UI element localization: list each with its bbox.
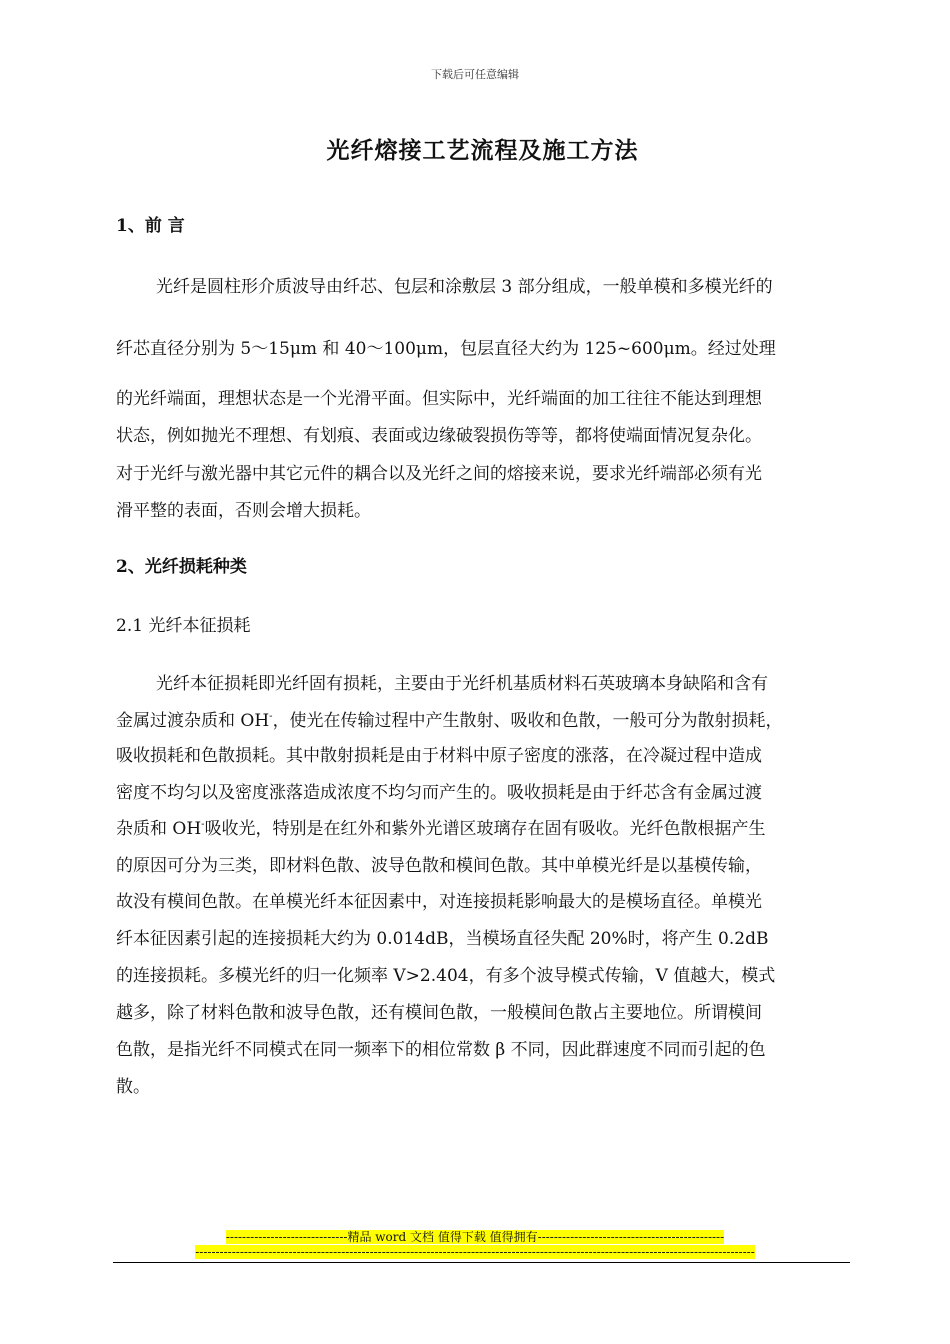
paragraph-line: 故没有模间色散。在单模光纤本征因素中，对连接损耗影响最大的是模场直径。单模光 bbox=[116, 892, 762, 912]
paragraph-line: 状态，例如抛光不理想、有划痕、表面或边缘破裂损伤等等，都将使端面情况复杂化。 bbox=[116, 426, 762, 446]
paragraph-line: 越多，除了材料色散和波导色散，还有模间色散，一般模间色散占主要地位。所谓模间 bbox=[116, 1003, 762, 1023]
superscript: - bbox=[201, 819, 205, 830]
paragraph-line: 纤芯直径分别为 5～15μm 和 40～100μm，包层直径大约为 125~600μm。经过处理 bbox=[116, 339, 776, 359]
paragraph-line: 密度不均匀以及密度涨落造成浓度不均匀而产生的。吸收损耗是由于纤芯含有金属过渡 bbox=[116, 783, 762, 803]
header-note: 下载后可任意编辑 bbox=[431, 68, 519, 81]
footer-banner bbox=[0, 1230, 950, 1244]
paragraph-line: 对于光纤与激光器中其它元件的耦合以及光纤之间的熔接来说，要求光纤端部必须有光 bbox=[116, 464, 762, 484]
footer-banner-text: ------------------------------精品 word 文档 值得下载 值得拥有---------------------------------------------- bbox=[225, 1230, 725, 1244]
line-text: 吸收光，特别是在红外和紫外光谱区玻璃存在固有吸收。光纤色散根据产生 bbox=[204, 819, 766, 839]
paragraph-line: 纤本征因素引起的连接损耗大约为 0.014dB，当模场直径失配 20%时，将产生 0.2dB bbox=[116, 929, 769, 949]
line-text: ，使光在传输过程中产生散射、吸收和色散，一般可分为散射损耗， bbox=[272, 711, 783, 731]
paragraph-line: 光纤本征损耗即光纤固有损耗，主要由于光纤机基质材料石英玻璃本身缺陷和含有 bbox=[156, 674, 768, 694]
paragraph-line: 吸收损耗和色散损耗。其中散射损耗是由于材料中原子密度的涨落，在冷凝过程中造成 bbox=[116, 746, 762, 766]
paragraph-line: 的原因可分为三类，即材料色散、波导色散和模间色散。其中单模光纤是以基模传输， bbox=[116, 856, 762, 876]
footer-banner-dashes: ------------------------------------------------------------------------------------------------------------------------------------------ bbox=[195, 1245, 755, 1259]
paragraph-line bbox=[116, 814, 856, 839]
paragraph-line: 滑平整的表面，否则会增大损耗。 bbox=[116, 501, 371, 521]
line-text: 杂质和 OH bbox=[116, 819, 202, 839]
section-2-heading: 2、光纤损耗种类 bbox=[116, 557, 247, 577]
section-1-heading: 1、前 言 bbox=[116, 216, 185, 236]
paragraph-line bbox=[116, 706, 856, 731]
superscript: - bbox=[269, 711, 273, 722]
line-text: 金属过渡杂质和 OH bbox=[116, 711, 270, 731]
paragraph-line: 色散，是指光纤不同模式在同一频率下的相位常数 β 不同，因此群速度不同而引起的色 bbox=[116, 1040, 766, 1060]
footer-banner-rule bbox=[0, 1245, 950, 1259]
paragraph-line: 光纤是圆柱形介质波导由纤芯、包层和涂敷层 3 部分组成，一般单模和多模光纤的 bbox=[156, 277, 773, 297]
document-title: 光纤熔接工艺流程及施工方法 bbox=[326, 137, 639, 164]
paragraph-line: 的连接损耗。多模光纤的归一化频率 V>2.404，有多个波导模式传输，V 值越大，模式 bbox=[116, 966, 776, 986]
footer-divider bbox=[113, 1262, 850, 1263]
paragraph-line: 的光纤端面，理想状态是一个光滑平面。但实际中，光纤端面的加工往往不能达到理想 bbox=[116, 389, 762, 409]
paragraph-line: 散。 bbox=[116, 1077, 150, 1097]
subsection-2-1-heading: 2.1 光纤本征损耗 bbox=[116, 616, 251, 636]
